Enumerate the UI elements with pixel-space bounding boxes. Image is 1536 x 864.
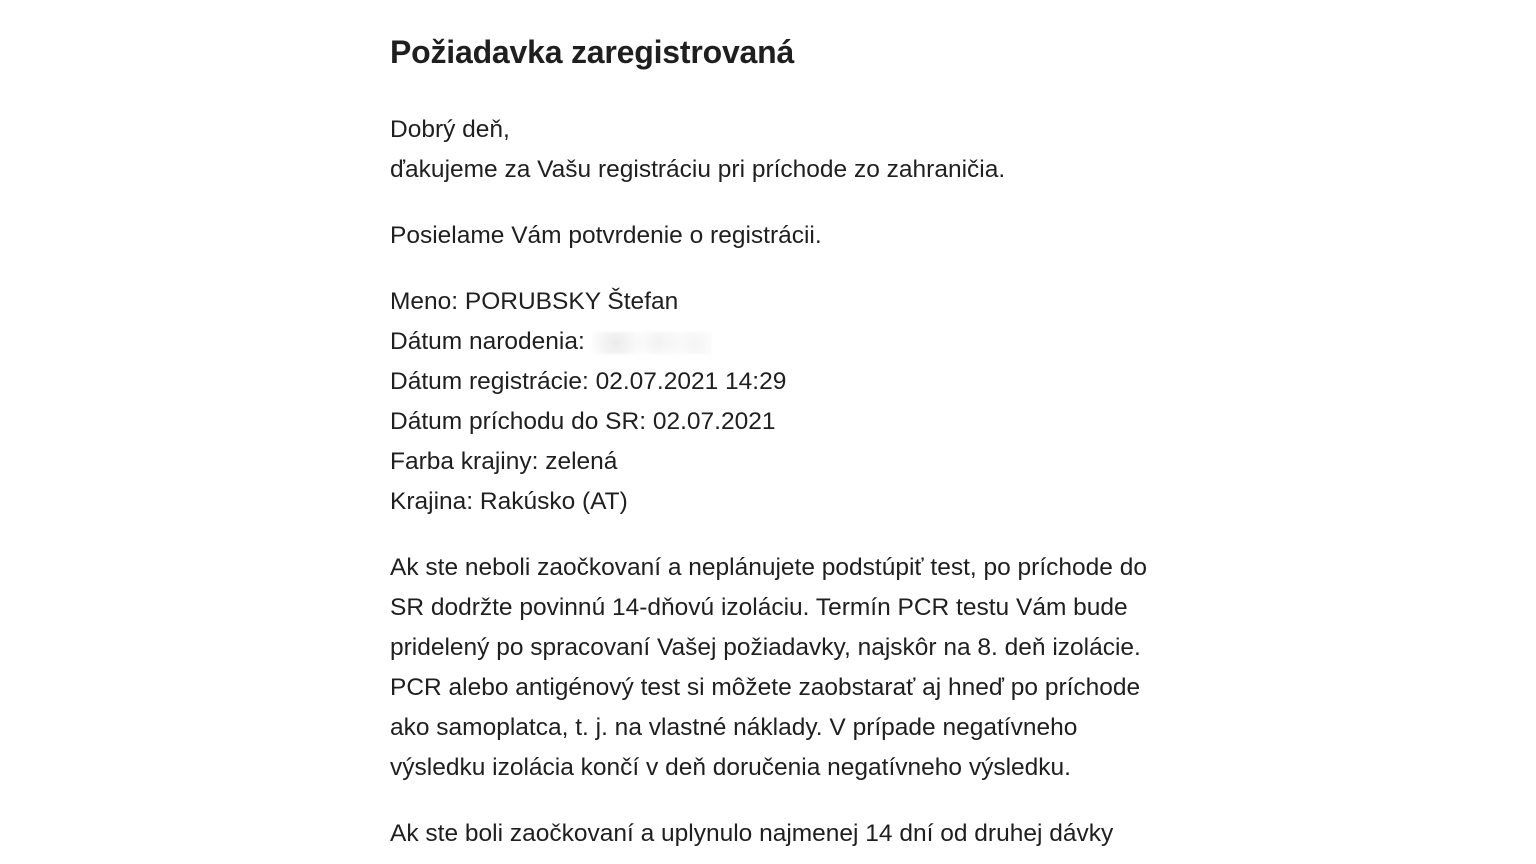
confirmation-text: Posielame Vám potvrdenie o registrácii. [390,222,822,249]
redacted-birth-date [592,332,712,354]
detail-registration-date: Dátum registrácie: 02.07.2021 14:29 [390,368,787,395]
confirmation-block [390,216,1230,256]
text-line: Ak ste neboli zaočkovaní a neplánujete podstúpiť test, po príchode do [390,554,1147,581]
birth-date-label: Dátum narodenia: [390,328,585,355]
detail-country: Krajina: Rakúsko (AT) [390,488,628,515]
detail-name: Meno: PORUBSKY Štefan [390,288,679,315]
text-line: Ak ste boli zaočkovaní a uplynulo najmenej 14 dní od druhej dávky [390,820,1114,847]
text-line: ako samoplatca, t. j. na vlastné náklady. V prípade negatívneho [390,714,1078,741]
greeting: Dobrý deň, [390,116,510,143]
text-line: SR dodržte povinnú 14-dňovú izoláciu. Termín PCR testu Vám bude [390,594,1128,621]
text-line: pridelený po spracovaní Vašej požiadavky, najskôr na 8. deň izolácie. [390,634,1141,661]
thanks-text: ďakujeme za Vašu registráciu pri príchode zo zahraničia. [390,156,1006,183]
detail-country-color: Farba krajiny: zelená [390,448,618,475]
unvaccinated-paragraph [390,548,1230,788]
detail-birth-date [390,322,1230,362]
vaccinated-paragraph [390,814,1230,854]
registration-details [390,282,1230,522]
text-line: výsledku izolácia končí v deň doručenia negatívneho výsledku. [390,754,1071,781]
email-title: Požiadavka zaregistrovaná [390,34,795,70]
greeting-block [390,110,1230,190]
email-body [390,30,1230,864]
text-line: PCR alebo antigénový test si môžete zaobstarať aj hneď po príchode [390,674,1141,701]
detail-arrival-date: Dátum príchodu do SR: 02.07.2021 [390,408,776,435]
